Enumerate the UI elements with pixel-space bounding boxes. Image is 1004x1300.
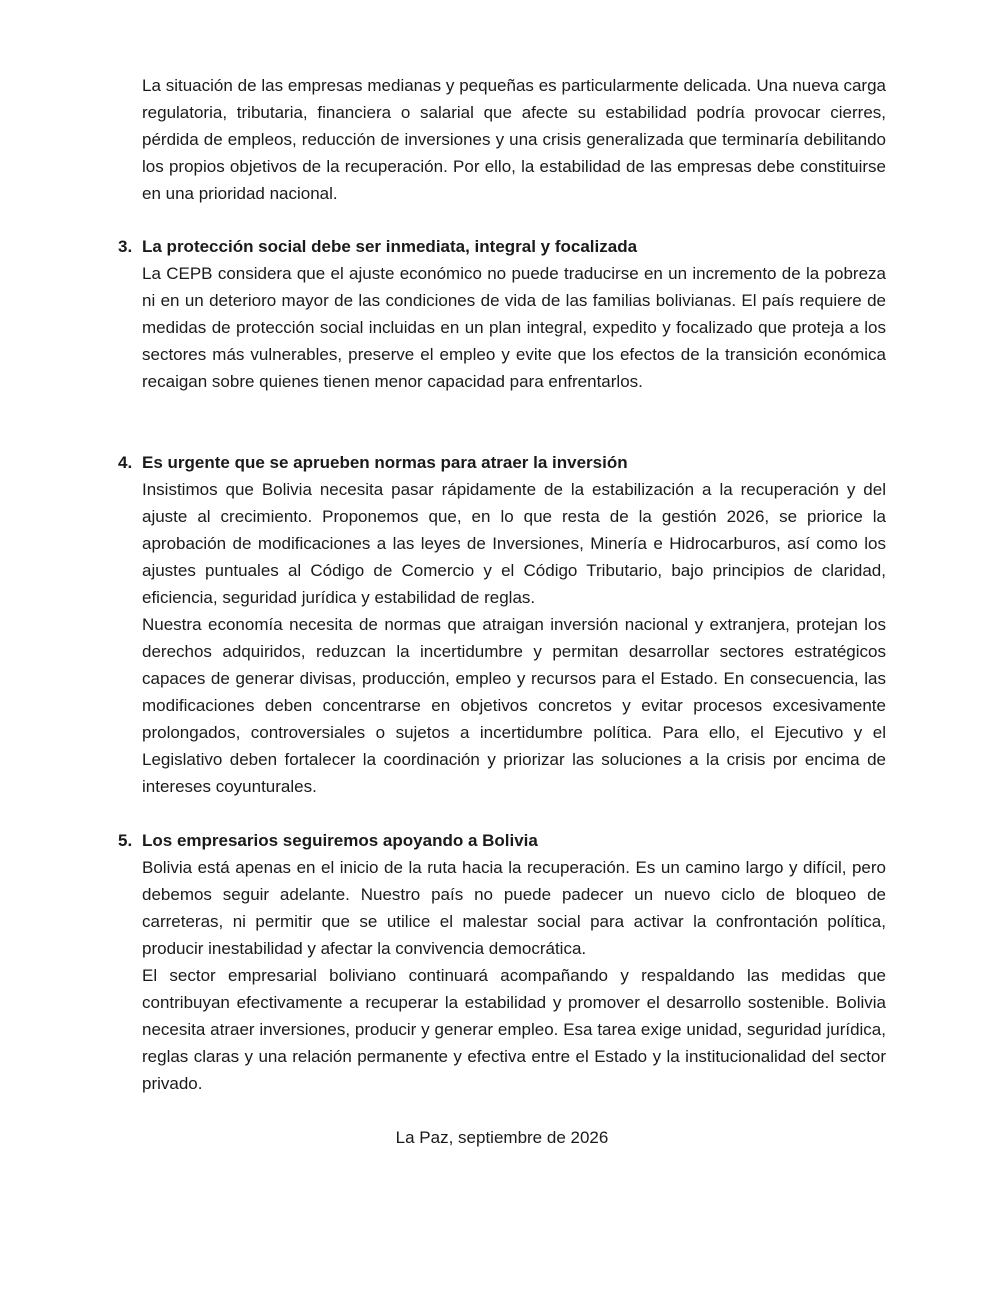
section-4-heading bbox=[118, 449, 886, 476]
section-4-paragraph-2: Nuestra economía necesita de normas que atraigan inversión nacional y extranjera, protejan los derechos adquiridos, reduzcan la incertidumbre y permitan desarrollar sectores estratégicos capaces de generar divisas, producción, empleo y recursos para el Estado. En consecuencia, las modificaciones deben concentrarse en objetivos concretos y evitar procesos excesivamente prolongados, controversiales o sujetos a incertidumbre política. Para ello, el Ejecutivo y el Legislativo deben fortalecer la coordinación y priorizar las soluciones a la crisis por encima de intereses coyunturales. bbox=[142, 615, 886, 796]
section-3-paragraph-1: La CEPB considera que el ajuste económico no puede traducirse en un incremento de la pobreza ni en un deterioro mayor de las condiciones de vida de las familias bolivianas. El país requiere de medidas de protección social incluidas en un plan integral, expedito y focalizado que proteja a los sectores más vulnerables, preserve el empleo y evite que los efectos de la transición económica recaigan sobre quienes tienen menor capacidad para enfrentarlos. bbox=[142, 264, 886, 391]
section-3-heading bbox=[118, 233, 886, 260]
section-4-paragraph-1: Insistimos que Bolivia necesita pasar rápidamente de la estabilización a la recuperación y del ajuste al crecimiento. Proponemos que, en lo que resta de la gestión 2026, se priorice la aprobación de modificaciones a las leyes de Inversiones, Minería e Hidrocarburos, así como los ajustes puntuales al Código de Comercio y el Código Tributario, bajo principios de claridad, eficiencia, seguridad jurídica y estabilidad de reglas. bbox=[142, 480, 886, 607]
place-date: La Paz, septiembre de 2026 bbox=[395, 1128, 609, 1147]
section-5-heading bbox=[118, 827, 886, 854]
section-5-paragraph-1: Bolivia está apenas en el inicio de la ruta hacia la recuperación. Es un camino largo y difícil, pero debemos seguir adelante. Nuestro país no puede padecer un nuevo ciclo de bloqueo de carreteras, ni permitir que se utilice el malestar social para activar la confrontación política, producir inestabilidad y afectar la convivencia democrática. bbox=[142, 858, 886, 958]
section-5-number: 5. bbox=[118, 831, 133, 850]
section-3-title: La protección social debe ser inmediata, integral y focalizada bbox=[142, 237, 638, 256]
intro-paragraph: La situación de las empresas medianas y pequeñas es particularmente delicada. Una nueva carga regulatoria, tributaria, financiera o salarial que afecte su estabilidad podría provocar cierres, pérdida de empleos, reducción de inversiones y una crisis generalizada que terminaría debilitando los propios objetivos de la recuperación. Por ello, la estabilidad de las empresas debe constituirse en una prioridad nacional. bbox=[142, 76, 886, 203]
section-5-paragraph-2: El sector empresarial boliviano continuará acompañando y respaldando las medidas que contribuyan efectivamente a recuperar la estabilidad y promover el desarrollo sostenible. Bolivia necesita atraer inversiones, producir y generar empleo. Esa tarea exige unidad, seguridad jurídica, reglas claras y una relación permanente y efectiva entre el Estado y la institucionalidad del sector privado. bbox=[142, 966, 886, 1093]
section-4-title: Es urgente que se aprueben normas para atraer la inversión bbox=[142, 453, 628, 472]
section-3-number: 3. bbox=[118, 237, 133, 256]
section-4-number: 4. bbox=[118, 453, 133, 472]
section-5-title: Los empresarios seguiremos apoyando a Bolivia bbox=[142, 831, 538, 850]
